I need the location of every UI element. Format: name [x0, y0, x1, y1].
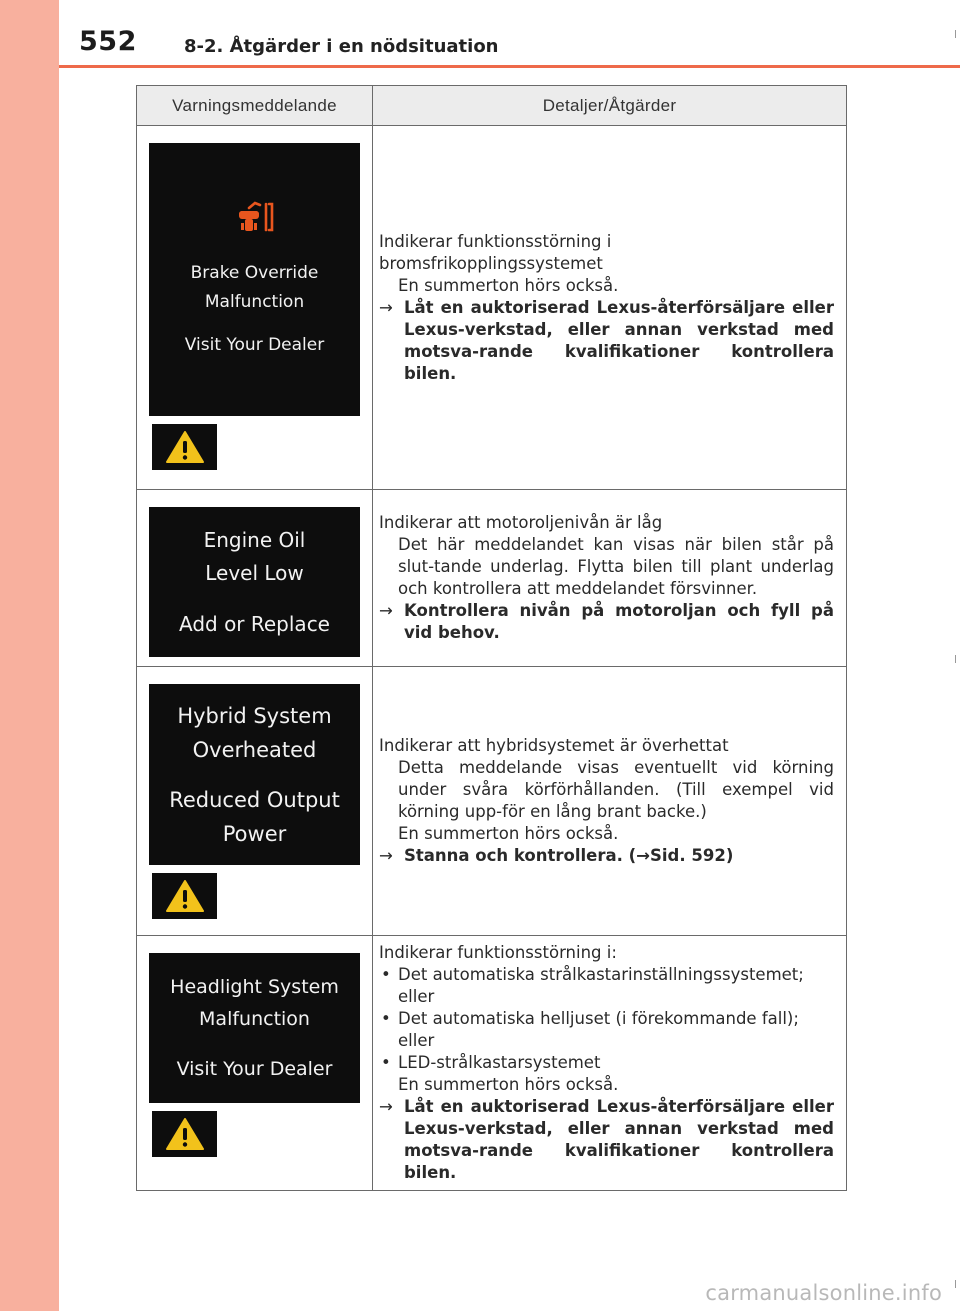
screen-line: Hybrid System [177, 703, 332, 728]
details-action: → Stanna och kontrollera. (→Sid. 592) [379, 846, 734, 865]
details-note: Detta meddelande visas eventuellt vid körning under svåra körförhållanden. (Till exempel vid körning upp-för en lång brant backe.) [398, 758, 834, 821]
details-cell [373, 126, 847, 490]
details-bullet-list [379, 964, 834, 1074]
display-screen-hybrid-system [149, 684, 360, 865]
screen-line: Engine Oil [203, 527, 306, 552]
details-intro: Indikerar att motoroljenivån är låg [379, 513, 663, 532]
details-cell [373, 667, 847, 936]
master-warning-indicator [152, 424, 217, 470]
details-action: → Låt en auktoriserad Lexus-återförsäljare eller Lexus-verkstad, eller annan verkstad med motsva-rande kvalifikationer kontrollera bilen. [379, 1097, 834, 1182]
screen-line: Malfunction [199, 1008, 310, 1030]
screen-line: Level Low [205, 560, 304, 585]
table-row [137, 667, 847, 936]
list-item: • Det automatiska strålkastarinställningssystemet; eller [379, 964, 834, 1008]
page-number: 552 [79, 26, 137, 57]
brake-override-icon [235, 199, 275, 245]
table-row [137, 126, 847, 490]
details-note: En summerton hörs också. [398, 824, 619, 843]
details-intro: Indikerar funktionsstörning i: [379, 943, 617, 962]
list-item: • Det automatiska helljuset (i förekommande fall); eller [379, 1008, 834, 1052]
screen-line: Brake Override [190, 263, 319, 283]
table-header-row [137, 86, 847, 126]
warning-triangle-icon [165, 879, 205, 913]
margin-tick [955, 655, 956, 663]
details-cell [373, 490, 847, 667]
column-header-message: Varningsmeddelande [137, 86, 373, 126]
details-cell [373, 936, 847, 1191]
column-header-details: Detaljer/Åtgärder [373, 86, 847, 126]
arrow-icon: → [379, 1097, 393, 1116]
screen-line: Visit Your Dealer [184, 335, 325, 355]
margin-tick [955, 30, 956, 38]
table-row [137, 490, 847, 667]
master-warning-indicator [152, 873, 217, 919]
table-row [137, 936, 847, 1191]
display-screen-brake-override [149, 143, 360, 416]
screen-line: Headlight System [170, 976, 339, 998]
header-rule [59, 65, 960, 68]
details-note: En summerton hörs också. [398, 275, 619, 295]
screen-line: Add or Replace [178, 611, 330, 636]
margin-tick [955, 1280, 956, 1288]
details-action: → Låt en auktoriserad Lexus-återförsäljare eller Lexus-verkstad, eller annan verkstad med motsva-rande kvalifikationer kontrollera bilen. [379, 297, 834, 383]
list-item: • LED-strålkastarsystemet [379, 1052, 834, 1074]
footer-watermark[interactable]: carmanualsonline.info [705, 1281, 942, 1305]
screen-line: Reduced Output [169, 787, 340, 812]
side-color-strip [0, 0, 59, 1311]
details-intro: Indikerar funktionsstörning i bromsfrikopplingssystemet [379, 231, 612, 273]
details-note: Det här meddelandet kan visas när bilen står på slut-tande underlag. Flytta bilen till plant underlag och kontrollera att meddelandet försvinner. [398, 535, 834, 598]
display-screen-engine-oil [149, 507, 360, 657]
message-cell [137, 126, 373, 490]
screen-line: Power [222, 821, 287, 846]
warning-message-table [136, 85, 847, 1191]
details-action: → Kontrollera nivån på motoroljan och fyll på vid behov. [379, 601, 834, 642]
screen-line: Malfunction [204, 292, 305, 312]
message-cell [137, 936, 373, 1191]
details-note: En summerton hörs också. [398, 1075, 619, 1094]
details-intro: Indikerar att hybridsystemet är överhettat [379, 736, 729, 755]
warning-triangle-icon [165, 430, 205, 464]
display-screen-headlight-system [149, 953, 360, 1103]
screen-line: Overheated [192, 737, 317, 762]
master-warning-indicator [152, 1111, 217, 1157]
arrow-icon: → [379, 297, 393, 317]
arrow-icon: → [379, 846, 393, 865]
arrow-icon: → [379, 601, 393, 620]
message-cell [137, 490, 373, 667]
screen-line: Visit Your Dealer [176, 1058, 333, 1080]
section-title: 8-2. Åtgärder i en nödsituation [184, 36, 499, 57]
page-header [59, 0, 960, 66]
message-cell [137, 667, 373, 936]
warning-triangle-icon [165, 1117, 205, 1151]
